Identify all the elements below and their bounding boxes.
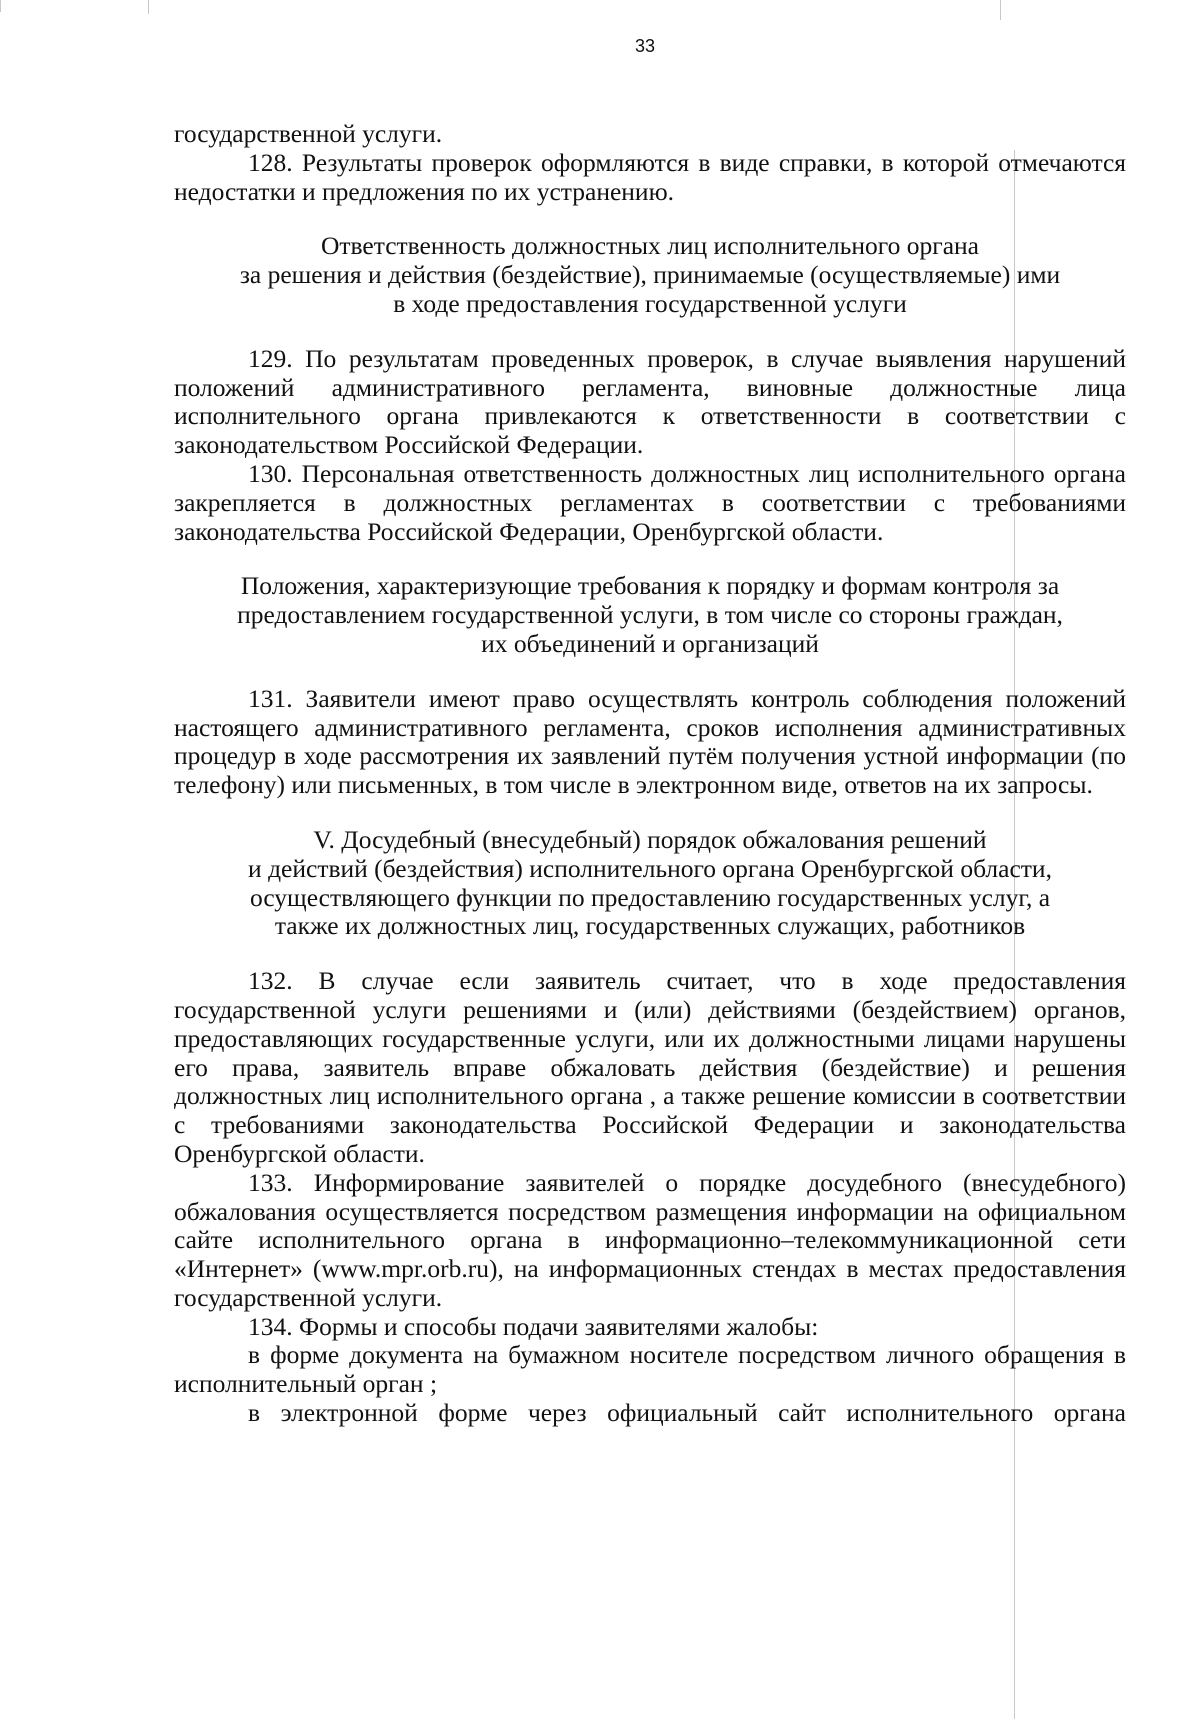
- paragraph-continuation: государственной услуги.: [174, 119, 443, 148]
- heading-line: также их должностных лиц, государственных служащих, работников: [274, 911, 1026, 941]
- scan-artifact-line: [0, 0, 1, 12]
- paragraph-133: 133. Информирование заявителей о порядке досудебного (внесудебного) обжалования осуществляется посредством размещения информации на официальном сайте исполнительного органа в информационно–телекоммуникационной сети «Интернет» (www.mpr.orb.ru), на информационных стендах в местах предоставления государственной услуги.: [174, 1167, 1126, 1312]
- paragraph-132: 132. В случае если заявитель считает, что в ходе предоставления государственной услуги решениями и (или) действиями (бездействием) органов, предоставляющих государственные услуги, или их должностными лицами нарушены его права, заявитель вправе обжаловать действия (бездействие) и решения должностных лиц исполнительного органа , а также решение комиссии в соответствии с требованиями законодательства Российской Федерации и законодательства Оренбургской области.: [174, 966, 1126, 1168]
- paragraph-134-paper-form: в форме документа на бумажном носителе посредством личного обращения в исполнительный орган ;: [174, 1340, 1126, 1399]
- section-heading-appeal: [174, 826, 1126, 941]
- section-heading-control: [174, 572, 1126, 658]
- heading-line: предоставлением государственной услуги, в том числе со стороны граждан,: [237, 600, 1063, 630]
- paragraph-134: 134. Формы и способы подачи заявителями жалобы:: [248, 1311, 819, 1341]
- heading-line: Ответственность должностных лиц исполнительного органа: [320, 231, 979, 261]
- paragraph-134-electronic-form: в электронной форме через официальный сайт исполнительного органа: [248, 1398, 1126, 1428]
- heading-line: осуществляющего функции по предоставлению государственных услуг, а: [249, 882, 1051, 912]
- page-number: 33: [634, 36, 656, 56]
- heading-line: в ходе предоставления государственной услуги: [393, 288, 907, 318]
- section-heading-responsibility: [174, 232, 1126, 318]
- heading-line: и действий (бездействия) исполнительного органа Оренбургской области,: [248, 853, 1052, 883]
- scan-artifact-line: [148, 0, 149, 14]
- paragraph-130: 130. Персональная ответственность должностных лиц исполнительного органа закрепляется в должностных регламентах в соответствии с требованиями законодательства Российской Федерации, Оренбургской области.: [174, 458, 1126, 546]
- heading-line: за решения и действия (бездействие), принимаемые (осуществляемые) ими: [239, 260, 1061, 290]
- paragraph-131: 131. Заявители имеют право осуществлять контроль соблюдения положений настоящего административного регламента, сроков исполнения административных процедур в ходе рассмотрения их заявлений путём получения устной информации (по телефону) или письменных, в том числе в электронном виде, ответов на их запросы.: [174, 683, 1126, 800]
- scan-artifact-line: [1000, 0, 1001, 20]
- heading-line: V. Досудебный (внесудебный) порядок обжалования решений: [313, 824, 987, 854]
- document-body: [174, 120, 1126, 1428]
- paragraph-128: 128. Результаты проверок оформляются в виде справки, в которой отмечаются недостатки и предложения по их устранению.: [174, 147, 1126, 206]
- heading-line: их объединений и организаций: [481, 628, 819, 658]
- heading-line: Положения, характеризующие требования к порядку и формам контроля за: [240, 571, 1060, 601]
- paragraph-129: 129. По результатам проведенных проверок, в случае выявления нарушений положений административного регламента, виновные должностные лица исполнительного органа привлекаются к ответственности в соответствии с законодательством Российской Федерации.: [174, 343, 1126, 460]
